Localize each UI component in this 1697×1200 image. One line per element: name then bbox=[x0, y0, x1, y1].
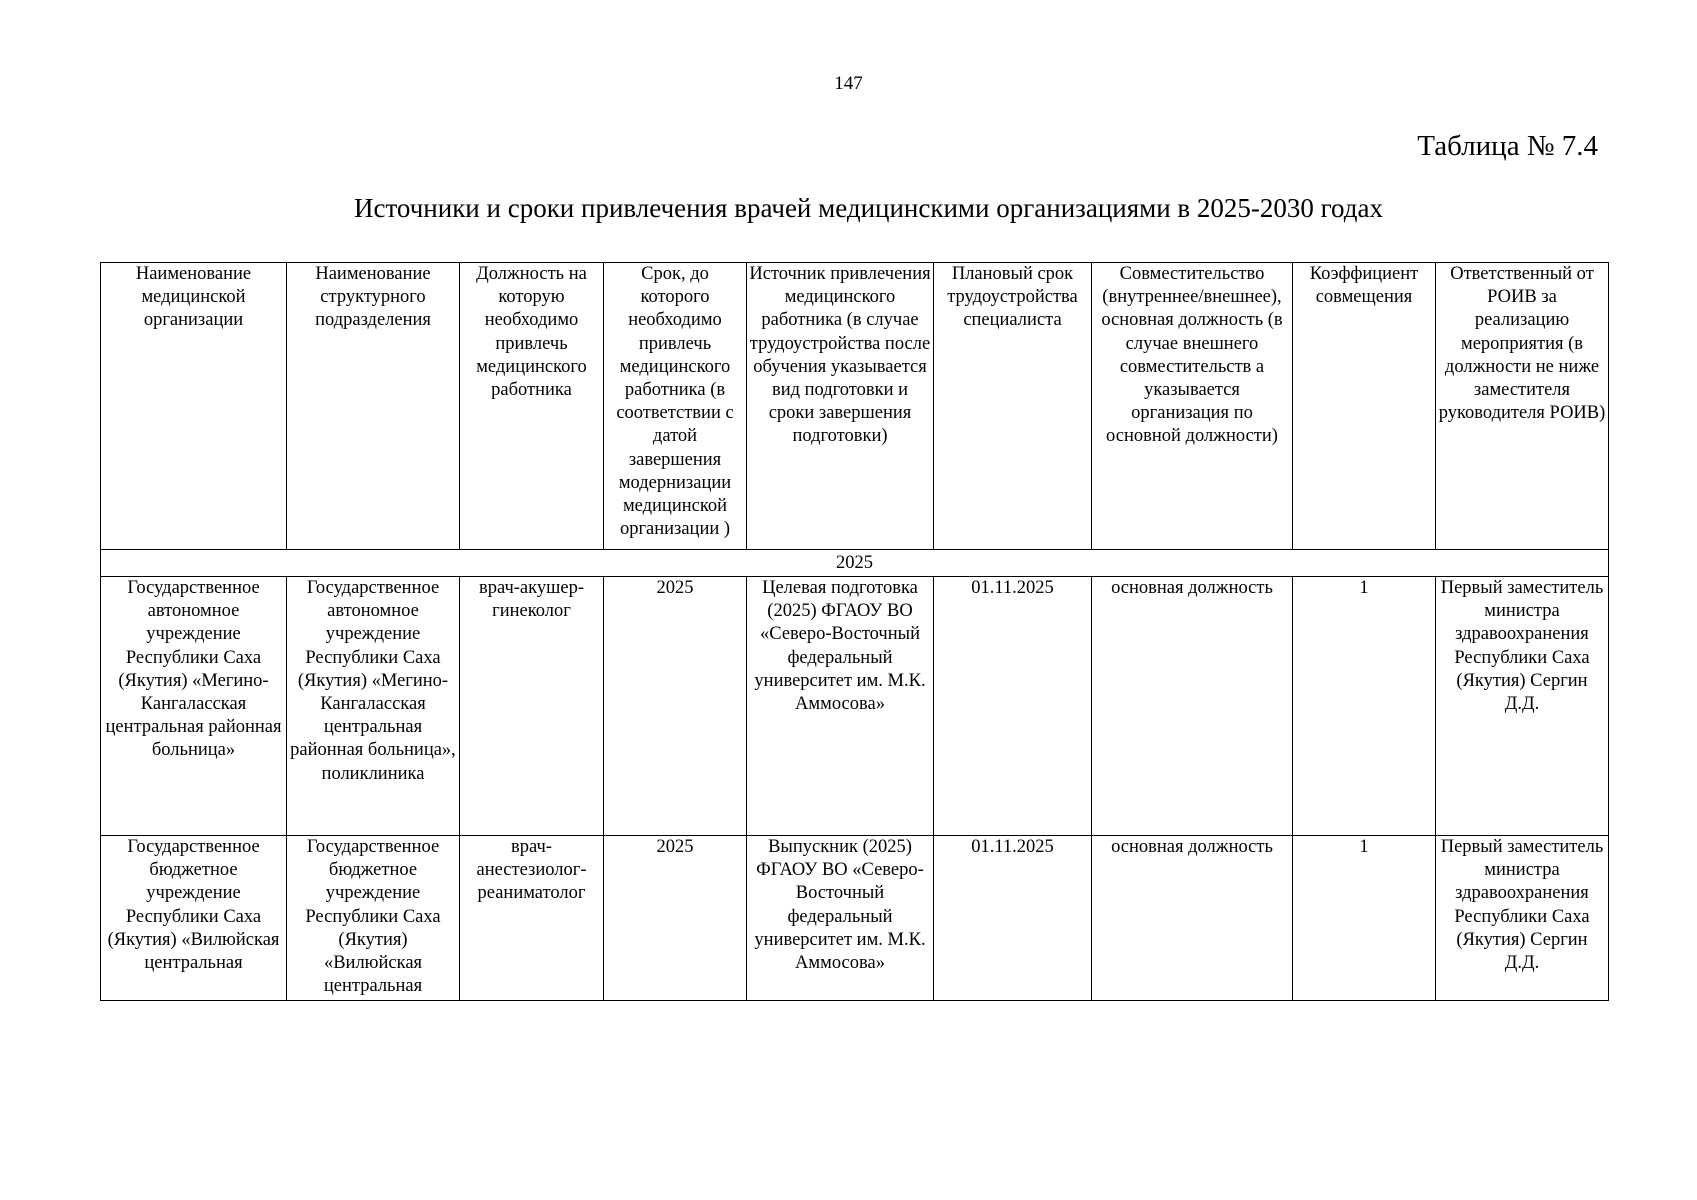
subdivision-cell: Государственное автономное учреждение Республики Саха (Якутия) «Мегино-Кангаласская центральная районная больница», поликлиника bbox=[287, 577, 460, 836]
header-row bbox=[101, 263, 1609, 550]
column-header: Ответственный от РОИВ за реализацию мероприятия (в должности не ниже заместителя руководителя РОИВ) bbox=[1436, 263, 1609, 550]
source-cell: Целевая подготовка (2025) ФГАОУ ВО «Северо-Восточный федеральный университет им. М.К. Аммосова» bbox=[747, 577, 934, 836]
table-row bbox=[101, 836, 1609, 1001]
column-header: Источник привлечения медицинского работника (в случае трудоустройства после обучения указывается вид подготовки и сроки завершения подготовки) bbox=[747, 263, 934, 550]
organization-cell: Государственное автономное учреждение Республики Саха (Якутия) «Мегино-Кангаласская центральная районная больница» bbox=[101, 577, 287, 836]
responsible-cell: Первый заместитель министра здравоохранения Республики Саха (Якутия) Сергин Д.Д. bbox=[1436, 577, 1609, 836]
planned-date-cell: 01.11.2025 bbox=[934, 836, 1092, 1001]
combination-cell: основная должность bbox=[1092, 577, 1293, 836]
position-cell: врач-анестезиолог-реаниматолог bbox=[460, 836, 604, 1001]
table-label: Таблица № 7.4 bbox=[1417, 130, 1598, 162]
column-header: Срок, до которого необходимо привлечь медицинского работника (в соответствии с датой завершения модернизации медицинской организации ) bbox=[604, 263, 747, 550]
column-header: Совместительство (внутреннее/внешнее), основная должность (в случае внешнего совместительств а указывается организация по основной должности) bbox=[1092, 263, 1293, 550]
responsible-cell: Первый заместитель министра здравоохранения Республики Саха (Якутия) Сергин Д.Д. bbox=[1436, 836, 1609, 1001]
column-header: Должность на которую необходимо привлечь медицинского работника bbox=[460, 263, 604, 550]
deadline-cell: 2025 bbox=[604, 577, 747, 836]
combination-cell: основная должность bbox=[1092, 836, 1293, 1001]
source-cell: Выпускник (2025) ФГАОУ ВО «Северо-Восточный федеральный университет им. М.К. Аммосова» bbox=[747, 836, 934, 1001]
page-number: 147 bbox=[834, 73, 863, 94]
physicians-recruitment-table bbox=[100, 262, 1609, 1001]
column-header: Коэффициент совмещения bbox=[1293, 263, 1436, 550]
organization-cell: Государственное бюджетное учреждение Республики Саха (Якутия) «Вилюйская центральная bbox=[101, 836, 287, 1001]
deadline-cell: 2025 bbox=[604, 836, 747, 1001]
column-header: Наименование структурного подразделения bbox=[287, 263, 460, 550]
coefficient-cell: 1 bbox=[1293, 836, 1436, 1001]
document-title: Источники и сроки привлечения врачей медицинскими организациями в 2025-2030 годах bbox=[353, 193, 1384, 223]
table-row bbox=[101, 577, 1609, 836]
year-section-row bbox=[101, 550, 1609, 577]
subdivision-cell: Государственное бюджетное учреждение Республики Саха (Якутия) «Вилюйская центральная bbox=[287, 836, 460, 1001]
coefficient-cell: 1 bbox=[1293, 577, 1436, 836]
planned-date-cell: 01.11.2025 bbox=[934, 577, 1092, 836]
column-header: Наименование медицинской организации bbox=[101, 263, 287, 550]
column-header: Плановый срок трудоустройства специалиста bbox=[934, 263, 1092, 550]
year-section-label: 2025 bbox=[101, 550, 1609, 577]
position-cell: врач-акушер-гинеколог bbox=[460, 577, 604, 836]
